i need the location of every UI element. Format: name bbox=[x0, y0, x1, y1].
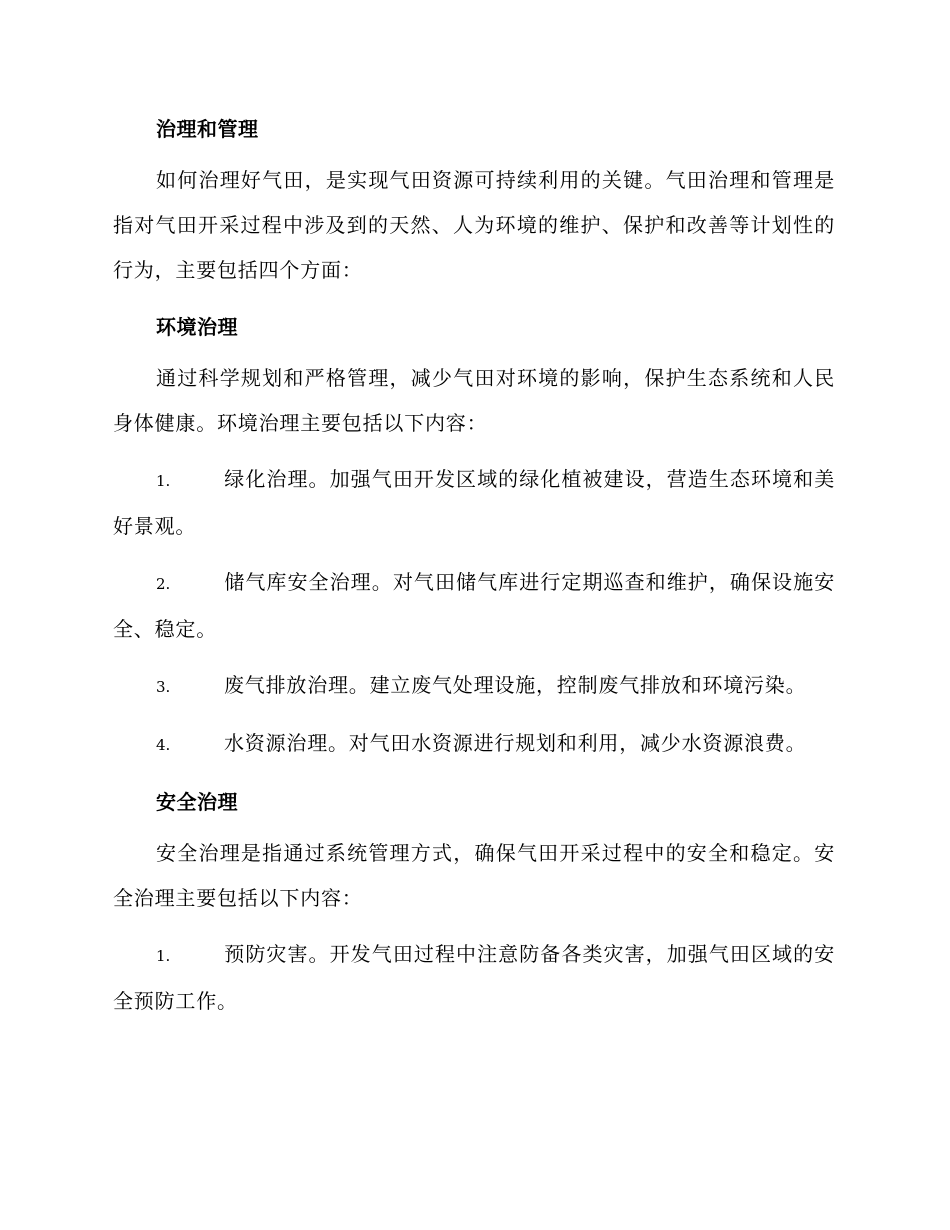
list-item-text: 绿化治理。加强气田开发区域的绿化植被建设，营造生态环境和美好景观。 bbox=[113, 467, 835, 538]
list-item-number: 1. bbox=[156, 947, 171, 965]
body-paragraph: 通过科学规划和严格管理，减少气田对环境的影响，保护生态系统和人民身体健康。环境治理主要包括以下内容： bbox=[113, 366, 835, 435]
list-item bbox=[113, 457, 835, 549]
list-item-text: 储气库安全治理。对气田储气库进行定期巡查和维护，确保设施安全、稳定。 bbox=[113, 570, 835, 641]
body-paragraph: 如何治理好气田，是实现气田资源可持续利用的关键。气田治理和管理是指对气田开采过程中涉及到的天然、人为环境的维护、保护和改善等计划性的行为，主要包括四个方面： bbox=[113, 168, 835, 282]
list-item-number: 4. bbox=[156, 736, 171, 754]
list-item bbox=[113, 560, 835, 652]
list-item-number: 1. bbox=[156, 472, 171, 490]
list-item-text: 水资源治理。对气田水资源进行规划和利用，减少水资源浪费。 bbox=[224, 731, 807, 755]
section-heading: 治理和管理 bbox=[156, 117, 259, 141]
list-item bbox=[113, 932, 835, 1024]
list-item-text: 废气排放治理。建立废气处理设施，控制废气排放和环境污染。 bbox=[224, 673, 807, 697]
list-item-number: 3. bbox=[156, 678, 171, 696]
list-item bbox=[113, 721, 835, 768]
body-paragraph: 安全治理是指通过系统管理方式，确保气田开采过程中的安全和稳定。安全治理主要包括以下内容： bbox=[113, 841, 835, 910]
list-item-text: 预防灾害。开发气田过程中注意防备各类灾害，加强气田区域的安全预防工作。 bbox=[113, 942, 835, 1013]
section-heading: 安全治理 bbox=[156, 790, 238, 814]
list-item-number: 2. bbox=[156, 575, 171, 593]
section-heading: 环境治理 bbox=[156, 315, 238, 339]
document-page bbox=[113, 106, 835, 1035]
list-item bbox=[113, 663, 835, 710]
